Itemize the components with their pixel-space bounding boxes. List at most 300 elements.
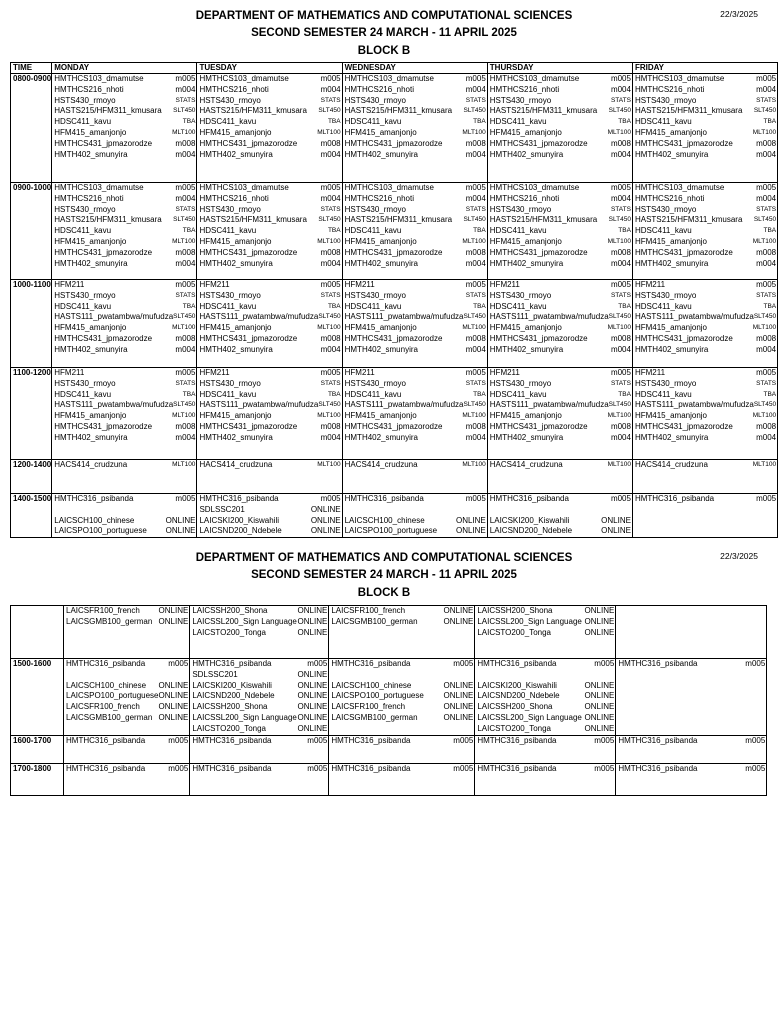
entry-line	[54, 139, 196, 150]
course-code: HSTS430_rmoyo	[199, 290, 261, 300]
course-code: HDSC411_kavu	[634, 389, 692, 399]
day-cell-thursday	[487, 494, 632, 538]
timeslot-row	[11, 659, 767, 736]
entry-line	[192, 617, 328, 628]
course-code: HMTHCS431_jpmazorodze	[489, 333, 588, 343]
course-code: HMTHC316_psibanda	[477, 763, 557, 773]
venue	[614, 670, 615, 681]
entry-line	[477, 659, 615, 670]
course-code: HDSC411_kavu	[634, 117, 692, 127]
venue: ONLINE	[158, 616, 189, 626]
time-slot: 1600-1700	[11, 735, 64, 763]
entry-line	[54, 368, 196, 379]
day-cell-monday	[52, 280, 197, 368]
venue: MLT100	[172, 128, 196, 136]
course-code: HASTS111_pwatambwa/mufudza	[199, 312, 319, 322]
venue: m005	[756, 368, 777, 377]
course-code	[331, 670, 473, 681]
entry-line	[199, 85, 341, 96]
course-code: HMTHCS216_nhoti	[489, 84, 560, 94]
entry-line	[54, 106, 196, 117]
course-code: HSTS430_rmoyo	[634, 204, 697, 214]
entry-line	[199, 368, 341, 379]
venue: ONLINE	[310, 526, 341, 536]
venue: MLT100	[317, 237, 341, 245]
entry-line	[66, 702, 189, 713]
course-code: HMTH402_smunyira	[634, 258, 709, 268]
course-code: HMTHC316_psibanda	[634, 494, 715, 503]
course-code: HFM415_amanjonjo	[489, 323, 562, 333]
venue: ONLINE	[584, 723, 615, 733]
course-code: LAICSND200_Ndebele	[192, 691, 275, 701]
venue: m008	[320, 333, 341, 343]
course-code: HMTH402_smunyira	[634, 344, 709, 354]
column-header-time: TIME	[11, 63, 52, 74]
venue: STATS	[756, 205, 777, 213]
venue: STATS	[175, 291, 196, 299]
course-code: HMTH402_smunyira	[54, 149, 128, 159]
entry-line	[635, 460, 777, 471]
course-code: HMTHCS431_jpmazorodze	[344, 247, 443, 257]
venue: ONLINE	[297, 616, 328, 626]
entry-line	[331, 681, 474, 692]
entry-line	[54, 516, 196, 527]
entry-line	[199, 183, 341, 194]
course-code: HMTHCS216_nhoti	[344, 84, 414, 94]
day-cell-monday	[52, 494, 197, 538]
course-code: HDSC411_kavu	[54, 389, 112, 399]
entry-line	[490, 345, 632, 356]
venue: SLT450	[753, 313, 777, 321]
course-code: HDSC411_kavu	[54, 301, 112, 311]
entry-line	[54, 422, 196, 433]
entry-line	[192, 736, 328, 747]
venue: MLT100	[317, 128, 341, 136]
entry-line	[490, 106, 632, 117]
entry-line	[199, 205, 341, 216]
course-code: HMTHC316_psibanda	[618, 735, 698, 745]
course-code: HSTS430_rmoyo	[54, 204, 116, 214]
entry-line	[490, 117, 632, 128]
course-code: HMTHCS216_nhoti	[54, 84, 124, 94]
venue: SLT450	[463, 401, 486, 409]
course-code: LAICSFR100_french	[66, 606, 140, 615]
venue: m004	[320, 344, 341, 354]
entry-line	[618, 659, 766, 670]
entry-line	[490, 368, 632, 379]
venue: m004	[465, 432, 486, 442]
course-code: HFM211	[54, 280, 85, 289]
course-code: HMTH402_smunyira	[634, 432, 709, 442]
entry-line	[635, 248, 777, 259]
venue: m004	[756, 432, 777, 442]
day-cell-friday	[616, 606, 767, 659]
entry-line	[199, 379, 341, 390]
entry-line	[192, 681, 328, 692]
entry-line	[345, 96, 487, 107]
entry-line	[345, 215, 487, 226]
course-code: LAICSPO100_portuguese	[331, 691, 424, 701]
entry-line	[490, 205, 632, 216]
entry-line	[490, 183, 632, 194]
entry-line	[635, 74, 777, 85]
venue: m004	[756, 258, 777, 268]
course-code: HDSC411_kavu	[489, 226, 547, 236]
entry-line	[490, 85, 632, 96]
course-code: LAICSSH200_Shona	[477, 702, 553, 712]
venue: TBA	[618, 390, 631, 398]
course-code: HMTHC316_psibanda	[192, 763, 272, 773]
venue: SLT450	[753, 216, 777, 224]
venue: MLT100	[172, 461, 196, 468]
entry-line	[345, 323, 487, 334]
venue: ONLINE	[443, 702, 474, 712]
entry-line	[199, 117, 341, 128]
entry-line	[54, 280, 196, 291]
course-code: HFM211	[634, 280, 666, 289]
venue: ONLINE	[158, 702, 189, 712]
entry-line	[635, 280, 777, 291]
timeslot-row	[11, 280, 778, 368]
entry-line	[199, 150, 341, 161]
venue: MLT100	[172, 237, 196, 245]
venue: m005	[465, 280, 486, 289]
day-cell-monday	[64, 735, 190, 763]
entry-line	[54, 291, 196, 302]
entry-line	[477, 691, 615, 702]
entry-line	[635, 237, 777, 248]
course-code: HMTH402_smunyira	[199, 258, 273, 268]
day-cell-friday	[632, 74, 777, 183]
entry-line	[618, 736, 766, 747]
venue: TBA	[327, 118, 341, 126]
venue: ONLINE	[584, 712, 615, 722]
venue: ONLINE	[297, 606, 328, 615]
course-code: HMTHC316_psibanda	[477, 659, 557, 668]
venue: m005	[320, 183, 341, 192]
course-code: HSTS430_rmoyo	[634, 290, 697, 300]
day-cell-monday	[52, 460, 197, 494]
venue: ONLINE	[584, 691, 615, 701]
entry-line	[192, 713, 328, 724]
entry-line	[635, 194, 777, 205]
venue: ONLINE	[165, 515, 196, 525]
venue: m005	[307, 763, 328, 773]
entry-line	[490, 433, 632, 444]
course-code: HMTHCS103_dmamutse	[344, 183, 434, 192]
venue: m008	[175, 333, 196, 343]
entry-line	[490, 390, 632, 401]
course-code: HFM211	[344, 280, 375, 289]
venue: TBA	[618, 227, 631, 235]
venue: m008	[465, 247, 486, 257]
venue: m008	[756, 138, 777, 148]
venue: m004	[465, 344, 486, 354]
venue: m005	[168, 659, 189, 668]
course-code: HMTH402_smunyira	[489, 344, 564, 354]
venue: m005	[594, 763, 615, 773]
entry-line	[199, 280, 341, 291]
entry-line	[199, 312, 341, 323]
course-code: HMTH402_smunyira	[199, 149, 273, 159]
course-code: HMTHCS431_jpmazorodze	[54, 247, 153, 257]
day-cell-wednesday	[342, 74, 487, 183]
entry-line	[54, 183, 196, 194]
timetable-page2	[10, 605, 767, 796]
entry-line	[345, 433, 487, 444]
entry-line	[635, 422, 777, 433]
entry-line	[54, 494, 196, 505]
venue: ONLINE	[297, 680, 328, 690]
entry-line	[345, 183, 487, 194]
page1-title-line1: DEPARTMENT OF MATHEMATICS AND COMPUTATIONAL SCIENCES	[195, 10, 573, 22]
venue: SLT450	[463, 313, 486, 321]
course-code: HMTH402_smunyira	[54, 258, 128, 268]
venue: m005	[307, 659, 328, 668]
course-code: HSTS430_rmoyo	[199, 204, 261, 214]
entry-line	[635, 139, 777, 150]
venue: m004	[320, 193, 341, 203]
course-code: HSTS430_rmoyo	[489, 290, 552, 300]
venue: m008	[756, 421, 777, 431]
entry-line	[490, 460, 632, 471]
venue: m005	[610, 494, 631, 503]
course-code: HSTS430_rmoyo	[489, 95, 552, 105]
entry-line	[490, 226, 632, 237]
entry-line	[331, 702, 474, 713]
venue: ONLINE	[310, 515, 341, 525]
venue: ONLINE	[443, 712, 474, 722]
course-code: HFM211	[344, 368, 375, 377]
course-code: HASTS111_pwatambwa/mufudza	[199, 400, 319, 410]
day-cell-tuesday	[197, 74, 342, 183]
venue: m005	[453, 659, 474, 668]
entry-line	[345, 302, 487, 313]
venue: m004	[175, 432, 196, 442]
entry-line	[490, 139, 632, 150]
course-code: HMTHC316_psibanda	[344, 494, 424, 503]
venue: m004	[175, 149, 196, 159]
entry-line	[635, 215, 777, 226]
column-header-monday: MONDAY	[52, 63, 197, 74]
course-code: HMTHCS431_jpmazorodze	[199, 247, 298, 257]
venue: MLT100	[317, 461, 341, 468]
entry-line	[54, 194, 196, 205]
venue: ONLINE	[584, 606, 615, 615]
entry-line	[192, 606, 328, 617]
venue: TBA	[763, 227, 777, 235]
entry-line	[490, 422, 632, 433]
venue: STATS	[320, 205, 341, 213]
entry-line	[54, 259, 196, 270]
venue: MLT100	[752, 461, 777, 468]
course-code: HMTHCS103_dmamutse	[199, 74, 289, 83]
course-code: HASTS215/HFM311_kmusara	[344, 215, 453, 225]
venue: m004	[465, 84, 486, 94]
day-cell-monday	[52, 368, 197, 460]
venue: TBA	[473, 390, 486, 398]
venue	[188, 670, 189, 681]
venue: ONLINE	[443, 606, 474, 615]
entry-line	[345, 312, 487, 323]
course-code: HASTS111_pwatambwa/mufudza	[344, 312, 464, 322]
course-code: HASTS111_pwatambwa/mufudza	[489, 312, 609, 322]
venue: ONLINE	[297, 669, 328, 679]
venue: m005	[745, 763, 766, 773]
entry-line	[635, 390, 777, 401]
entry-line	[635, 205, 777, 216]
venue	[631, 505, 632, 516]
time-slot: 1000-1100	[11, 280, 52, 368]
entry-line	[54, 215, 196, 226]
venue: MLT100	[317, 324, 341, 332]
course-code: HFM415_amanjonjo	[199, 236, 272, 246]
entry-line	[490, 74, 632, 85]
entry-line	[54, 150, 196, 161]
entry-line	[490, 494, 632, 505]
entry-line	[477, 681, 615, 692]
course-code: HFM415_amanjonjo	[344, 323, 417, 333]
course-code: HASTS215/HFM311_kmusara	[489, 215, 598, 225]
entry-line	[199, 302, 341, 313]
entry-line	[199, 334, 341, 345]
course-code: HMTH402_smunyira	[54, 432, 128, 442]
course-code: HMTHCS103_dmamutse	[54, 74, 144, 83]
course-code: LAICSFR100_french	[331, 606, 406, 615]
course-code: HFM415_amanjonjo	[199, 411, 272, 421]
venue: MLT100	[462, 461, 486, 468]
time-slot: 1400-1500	[11, 494, 52, 538]
day-cell-wednesday	[342, 494, 487, 538]
time-slot: 1200-1400	[11, 460, 52, 494]
venue: ONLINE	[158, 691, 189, 701]
entry-line	[54, 302, 196, 313]
course-code: HMTH402_smunyira	[489, 149, 564, 159]
entry-line	[331, 606, 474, 617]
course-code: HASTS111_pwatambwa/mufudza	[54, 312, 174, 322]
entry-line	[635, 302, 777, 313]
venue: m005	[465, 74, 486, 83]
course-code: HDSC411_kavu	[54, 226, 112, 236]
course-code: HMTHCS431_jpmazorodze	[54, 421, 153, 431]
course-code: HASTS215/HFM311_kmusara	[199, 215, 307, 225]
course-code: HACS414_crudzuna	[199, 460, 273, 469]
entry-line	[345, 117, 487, 128]
venue: m008	[320, 247, 341, 257]
venue: SLT450	[173, 401, 196, 409]
venue: TBA	[327, 390, 341, 398]
course-code: HMTHC316_psibanda	[192, 659, 272, 668]
timeslot-row	[11, 368, 778, 460]
venue: MLT100	[752, 412, 777, 420]
course-code: HASTS215/HFM311_kmusara	[199, 106, 307, 116]
course-code	[345, 505, 486, 516]
course-code: HSTS430_rmoyo	[634, 95, 697, 105]
entry-line	[199, 128, 341, 139]
venue: TBA	[473, 302, 486, 310]
course-code: LAICSCH100_chinese	[331, 680, 412, 690]
venue: STATS	[175, 96, 196, 104]
venue: m008	[756, 247, 777, 257]
course-code	[66, 670, 188, 681]
course-code: HSTS430_rmoyo	[344, 95, 406, 105]
course-code: LAICSND200_Ndebele	[489, 526, 573, 536]
day-cell-thursday	[487, 74, 632, 183]
entry-line	[635, 85, 777, 96]
entry-line	[54, 411, 196, 422]
page2-title-line1: DEPARTMENT OF MATHEMATICS AND COMPUTATIONAL SCIENCES	[195, 552, 573, 564]
course-code: HMTHCS103_dmamutse	[489, 183, 580, 192]
venue: m008	[320, 138, 341, 148]
venue: m005	[756, 74, 777, 83]
time-slot: 1100-1200	[11, 368, 52, 460]
venue: MLT100	[172, 412, 196, 420]
course-code: HMTHCS431_jpmazorodze	[344, 421, 443, 431]
course-code: HMTHCS103_dmamutse	[344, 74, 434, 83]
venue: m008	[175, 138, 196, 148]
entry-line	[199, 96, 341, 107]
entry-line	[199, 226, 341, 237]
course-code: HMTHCS431_jpmazorodze	[489, 138, 588, 148]
entry-line	[345, 226, 487, 237]
entry-line	[54, 345, 196, 356]
venue: m005	[465, 183, 486, 192]
course-code: LAICSCH100_chinese	[66, 680, 147, 690]
venue: m005	[175, 494, 196, 503]
day-cell-friday	[632, 368, 777, 460]
course-code: HDSC411_kavu	[344, 301, 402, 311]
entry-line	[199, 237, 341, 248]
day-cell-monday	[64, 763, 190, 795]
venue	[195, 505, 196, 516]
course-code: HFM415_amanjonjo	[199, 127, 272, 137]
entry-line	[490, 96, 632, 107]
venue: m005	[453, 763, 474, 773]
entry-line	[66, 659, 189, 670]
entry-line	[54, 226, 196, 237]
course-code: SDLSSC201	[192, 669, 238, 679]
entry-line	[192, 691, 328, 702]
venue: m008	[175, 247, 196, 257]
entry-line	[54, 74, 196, 85]
course-code: HFM211	[199, 368, 230, 377]
course-code: LAICSSL200_Sign Language	[477, 712, 582, 722]
entry-line	[635, 117, 777, 128]
venue: MLT100	[607, 461, 631, 468]
course-code: HFM415_amanjonjo	[634, 323, 707, 333]
course-code: HMTHC316_psibanda	[54, 494, 134, 503]
entry-line	[635, 106, 777, 117]
venue: ONLINE	[443, 691, 474, 701]
course-code: HMTHC316_psibanda	[618, 659, 698, 668]
venue: m005	[175, 74, 196, 83]
venue	[486, 505, 487, 516]
course-code: HMTHCS216_nhoti	[489, 193, 560, 203]
entry-line	[66, 713, 189, 724]
course-code: HFM415_amanjonjo	[344, 411, 417, 421]
entry-line	[635, 411, 777, 422]
entry-line	[345, 194, 487, 205]
venue: m004	[320, 432, 341, 442]
entry-line	[199, 411, 341, 422]
venue: m005	[610, 74, 631, 83]
column-header-thursday: THURSDAY	[487, 63, 632, 74]
day-cell-thursday	[475, 763, 616, 795]
venue: STATS	[610, 379, 631, 387]
course-code: HSTS430_rmoyo	[199, 95, 261, 105]
entry-line	[477, 617, 615, 628]
course-code: HASTS215/HFM311_kmusara	[634, 106, 743, 116]
